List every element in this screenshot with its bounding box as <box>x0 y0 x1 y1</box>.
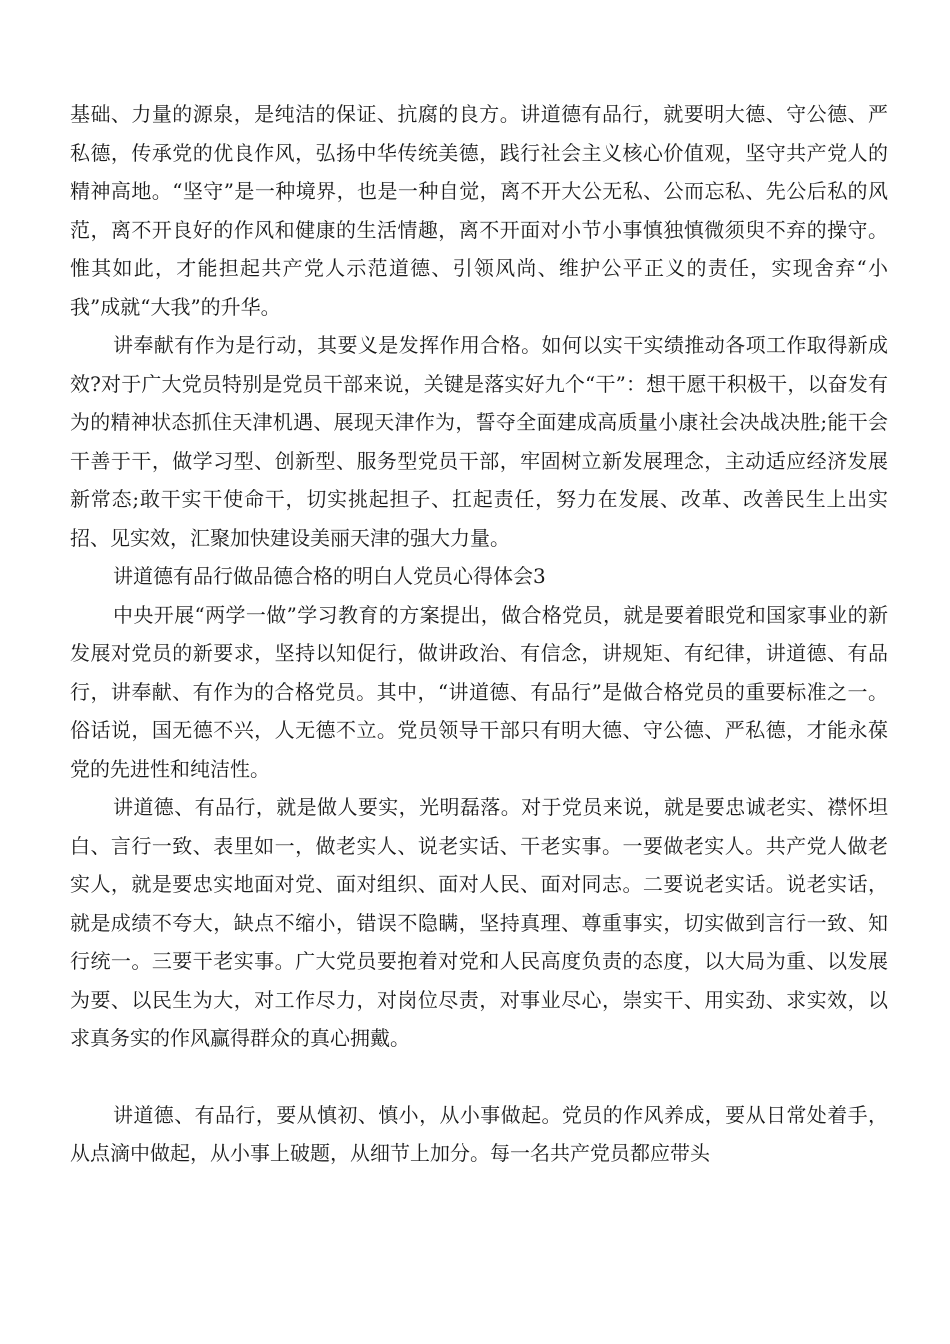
paragraph-small-things: 讲道德、有品行，要从慎初、慎小，从小事做起。党员的作风养成，要从日常处着手，从点滴中做起，从小事上破题，从细节上加分。每一名共产党员都应带头 <box>70 1102 888 1165</box>
paragraph-honesty: 讲道德、有品行，就是做人要实，光明磊落。对于党员来说，就是要忠诚老实、襟怀坦白、言行一致、表里如一，做老实人、说老实话、干老实事。一要做老实人。共产党人做老实人，就是要忠实地面对党、面对组织、面对人民、面对同志。二要说老实话。说老实话，就是成绩不夸大，缺点不缩小，错误不隐瞒，坚持真理、尊重事实，切实做到言行一致、知行统一。三要干老实事。广大党员要抱着对党和人民高度负责的态度，以大局为重、以发展为要、以民生为大，对工作尽力，对岗位尽责，对事业尽心，崇实干、用实劲、求实效，以求真务实的作风赢得群众的真心拥戴。 <box>70 795 888 1050</box>
paragraph-central-plan: 中央开展“两学一做”学习教育的方案提出，做合格党员，就是要着眼党和国家事业的新发展对党员的新要求，坚持以知促行，做讲政治、有信念，讲规矩、有纪律，讲道德、有品行，讲奉献、有作为的合格党员。其中，“讲道德、有品行”是做合格党员的重要标准之一。俗话说，国无德不兴，人无德不立。党员领导干部只有明大德、守公德、严私德，才能永葆党的先进性和纯洁性。 <box>70 602 888 781</box>
paragraph-continued: 基础、力量的源泉，是纯洁的保证、抗腐的良方。讲道德有品行，就要明大德、守公德、严私德，传承党的优良作风，弘扬中华传统美德，践行社会主义核心价值观，坚守共产党人的精神高地。“坚守”是一种境界，也是一种自觉，离不开大公无私、公而忘私、先公后私的风范，离不开良好的作风和健康的生活情趣，离不开面对小节小事慎独慎微须臾不弃的操守。惟其如此，才能担起共产党人示范道德、引领风尚、维护公平正义的责任，实现舍弃“小我”成就“大我”的升华。 <box>70 102 888 319</box>
paragraph-gap <box>70 1058 888 1096</box>
paragraph-dedication: 讲奉献有作为是行动，其要义是发挥作用合格。如何以实干实绩推动各项工作取得新成效?对于广大党员特别是党员干部来说，关键是落实好九个“干”：想干愿干积极干，以奋发有为的精神状态抓住天津机遇、展现天津作为，誓夺全面建成高质量小康社会决战决胜;能干会干善于干，做学习型、创新型、服务型党员干部，牢固树立新发展理念，主动适应经济发展新常态;敢干实干使命干，切实挑起担子、扛起责任，努力在发展、改革、改善民生上出实招、见实效，汇聚加快建设美丽天津的强大力量。 <box>70 333 888 550</box>
document-page <box>70 95 888 1173</box>
section-heading: 讲道德有品行做品德合格的明白人党员心得体会3 <box>113 564 546 588</box>
